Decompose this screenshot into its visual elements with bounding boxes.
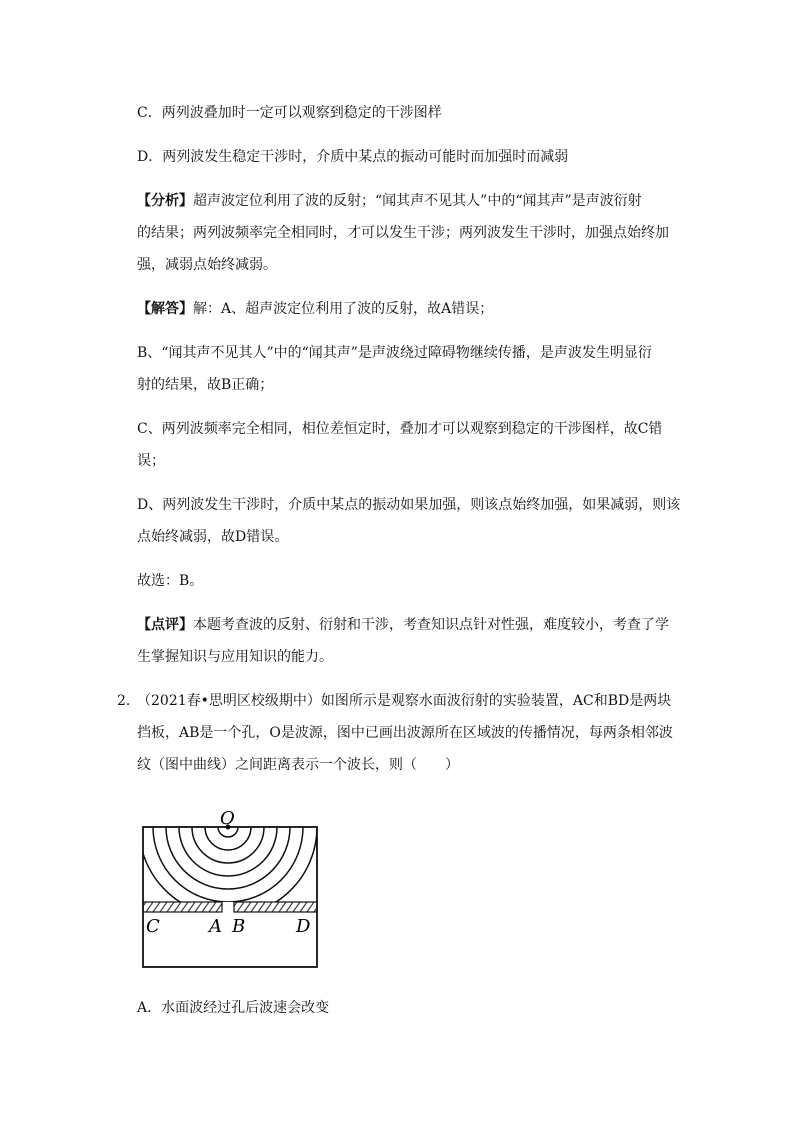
question-line-2: 挡板，AB是一个孔，O是波源，图中已画出波源所在区域波的传播情况，每两条相邻波 [137,725,673,741]
analysis-line-2: 的结果；两列波频率完全相同时，才可以发生干涉；两列波发生干涉时，加强点始终加 [137,225,669,241]
solution-line-b1: B、“闻其声不见其人”中的“闻其声”是声波绕过障碍物继续传播，是声波发生明显衍 [137,345,652,361]
option-c-prev: C．两列波叠加时一定可以观察到稳定的干涉图样 [137,105,442,121]
solution-line-b2: 射的结果，故B正确； [137,377,274,393]
analysis-text-1: 超声波定位利用了波的反射；“闻其声不见其人”中的“闻其声”是声波衍射 [193,193,642,209]
label-d: D [296,916,311,937]
analysis-line-1 [137,191,642,211]
question-line-3: 纹（图中曲线）之间距离表示一个波长，则（ ） [137,757,459,773]
option-a: A．水面波经过孔后波速会改变 [137,1000,330,1016]
label-c: C [146,916,160,937]
diffraction-figure [136,808,326,972]
solution-choice: 故选：B。 [137,573,204,589]
solution-line-a [137,299,493,319]
solution-line-d2: 点始终减弱，故D错误。 [137,529,289,545]
barrier-bd [234,902,317,912]
comment-line-2: 生掌握知识与应用知识的能力。 [137,649,333,665]
label-o: O [220,808,235,829]
question-number: 2． [117,693,140,709]
comment-label: 【点评】 [137,617,193,633]
analysis-label: 【分析】 [137,193,193,209]
solution-label: 【解答】 [137,301,193,317]
comment-text-1: 本题考查波的反射、衍射和干涉，考查知识点针对性强，难度较小，考查了学 [193,617,669,633]
label-b: B [232,916,246,937]
solution-text-a: 解：A、超声波定位利用了波的反射，故A错误； [193,301,494,317]
solution-line-d1: D、两列波发生干涉时，介质中某点的振动如果加强，则该点始终加强，如果减弱，则该 [137,497,681,513]
analysis-line-3: 强，减弱点始终减弱。 [137,257,277,273]
question-line-1: （2021春•思明区校级期中）如图所示是观察水面波衍射的实验装置，AC和BD是两块 [137,693,672,709]
label-a: A [209,916,222,937]
barrier-ac [143,902,222,912]
solution-line-c2: 误； [137,453,165,469]
comment-line-1 [137,615,669,635]
option-d-prev: D．两列波发生稳定干涉时，介质中某点的振动可能时而加强时而减弱 [137,149,569,165]
solution-line-c1: C、两列波频率完全相同，相位差恒定时，叠加才可以观察到稳定的干涉图样，故C错 [137,421,663,437]
